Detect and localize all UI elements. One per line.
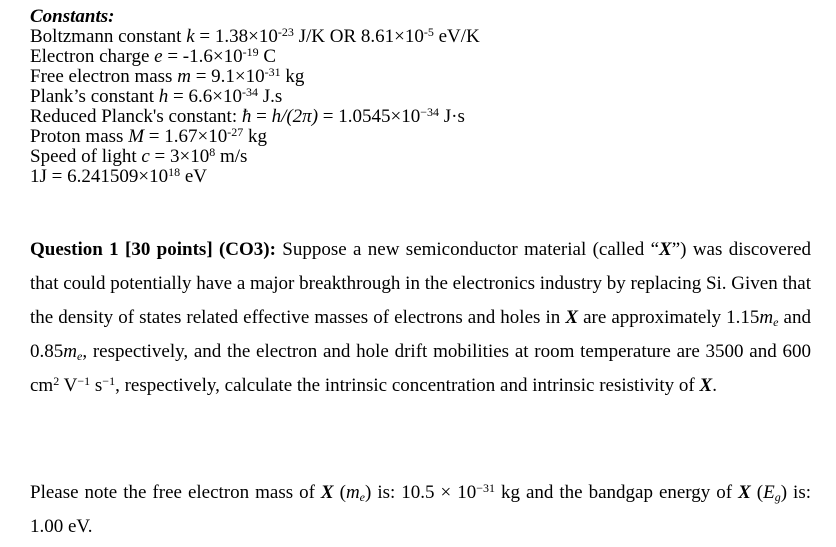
note-text-3: ) is: 10.5 × 10	[365, 482, 477, 503]
question-text-1: Suppose a new semiconductor material (called “	[275, 239, 660, 260]
reduced-equals: =	[251, 106, 272, 127]
mass-exponent: −31	[476, 481, 495, 495]
question-text-3: are approximately 1.15	[578, 307, 760, 328]
question-text-5: , respectively, and the electron and hole drift mobilities at room temperature are 3500 and 600 cm	[30, 341, 811, 396]
electron-mass-symbol: m	[345, 482, 360, 503]
charge-value: = -1.6×10	[162, 46, 243, 67]
joule-unit: eV	[180, 166, 207, 187]
plank-exp: -34	[241, 85, 258, 99]
boltzmann-unit: eV/K	[433, 26, 480, 47]
note-paragraph	[30, 476, 811, 544]
note-text-2: (	[333, 482, 346, 503]
bandgap-symbol: E	[763, 482, 775, 503]
note-text-1: Please note the free electron mass of	[30, 482, 321, 503]
cm-exponent: 2	[53, 374, 60, 388]
joule-line	[30, 167, 820, 187]
boltzmann-exp2: -5	[423, 25, 434, 39]
electron-mass-subscript: e	[76, 349, 83, 363]
plank-symbol: h	[158, 86, 169, 107]
light-unit: m/s	[215, 146, 248, 167]
second-exponent: −1	[102, 374, 116, 388]
boltzmann-value1: = 1.38×10	[194, 26, 278, 47]
note-text-5: (	[750, 482, 764, 503]
material-symbol: X	[659, 239, 672, 260]
plank-value: = 6.6×10	[168, 86, 242, 107]
light-symbol: c	[141, 146, 150, 167]
charge-symbol: e	[154, 46, 163, 67]
question-text-9: .	[712, 375, 717, 396]
question-text-2: ”) was discovered that could potentially have a major breakthrough in the electronics industry by replacing Si. Given that the density of states related effective masses of electrons and holes in	[30, 239, 811, 328]
mass-exp: -31	[264, 65, 281, 79]
question-text-8: , respectively, calculate the intrinsic concentration and intrinsic resistivity of	[115, 375, 700, 396]
boltzmann-label: Boltzmann constant	[30, 26, 187, 47]
light-line	[30, 147, 820, 167]
mass-label: Free electron mass	[30, 66, 178, 87]
proton-value: = 1.67×10	[144, 126, 228, 147]
question-text-4: and 0.85	[30, 307, 811, 362]
reduced-symbol: ħ	[241, 106, 252, 127]
material-symbol: X	[565, 307, 579, 328]
proton-line	[30, 127, 820, 147]
mass-symbol: m	[177, 66, 191, 87]
proton-unit: kg	[243, 126, 267, 147]
proton-exp: -27	[227, 125, 244, 139]
reduced-formula: h/(2π)	[271, 106, 319, 127]
light-exp: 8	[209, 145, 216, 159]
mass-value: = 9.1×10	[190, 66, 265, 87]
boltzmann-value2: J/K OR 8.61×10	[293, 26, 424, 47]
electron-mass-symbol: m	[63, 341, 77, 362]
light-value: = 3×10	[149, 146, 210, 167]
electron-mass-symbol: m	[759, 307, 774, 328]
material-symbol: X	[738, 482, 751, 503]
boltzmann-exp1: -23	[277, 25, 294, 39]
note-text-6: ) is: 1.00 eV.	[30, 482, 812, 537]
charge-label: Electron charge	[30, 46, 155, 67]
joule-exp: 18	[168, 165, 181, 179]
reduced-label: Reduced Planck's constant:	[30, 106, 242, 127]
question-text-7: s	[90, 375, 103, 396]
plank-label: Plank’s constant	[30, 86, 159, 107]
note-text-4: kg and the bandgap energy of	[494, 482, 739, 503]
material-symbol: X	[699, 375, 713, 396]
electron-mass-subscript: e	[773, 315, 779, 329]
proton-symbol: M	[128, 126, 145, 147]
bandgap-subscript: g	[774, 490, 781, 504]
proton-label: Proton mass	[30, 126, 129, 147]
material-symbol: X	[320, 482, 334, 503]
reduced-unit: J·s	[439, 106, 465, 127]
question-paragraph	[30, 233, 811, 403]
light-label: Speed of light	[30, 146, 142, 167]
mass-unit: kg	[280, 66, 305, 87]
reduced-exp: −34	[420, 105, 439, 119]
joule-value: 1J = 6.241509×10	[30, 166, 169, 187]
volt-exponent: −1	[77, 374, 91, 388]
reduced-value: = 1.0545×10	[318, 106, 421, 127]
reduced-planck-line	[30, 107, 820, 127]
plank-line	[30, 87, 820, 107]
electron-mass-subscript: e	[359, 490, 365, 504]
question-heading: Question 1 [30 points] (CO3):	[30, 239, 276, 260]
constants-title: Constants:	[30, 6, 115, 27]
charge-exp: -19	[242, 45, 259, 59]
constants-block	[30, 7, 820, 187]
question-text-6: V	[59, 375, 78, 396]
boltzmann-line	[30, 27, 820, 47]
boltzmann-symbol: k	[186, 26, 195, 47]
charge-unit: C	[258, 46, 277, 67]
mass-line	[30, 67, 820, 87]
charge-line	[30, 47, 820, 67]
plank-unit: J.s	[257, 86, 283, 107]
